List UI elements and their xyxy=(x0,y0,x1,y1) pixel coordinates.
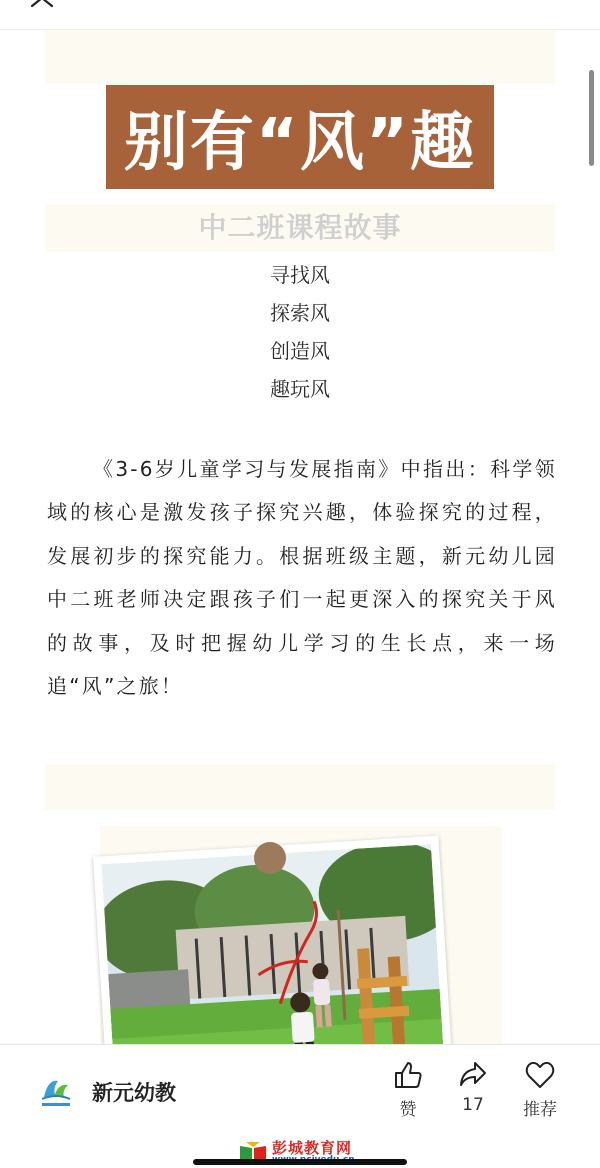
like-button[interactable] xyxy=(378,1059,438,1120)
heart-icon xyxy=(524,1059,556,1091)
scrollbar-thumb[interactable] xyxy=(589,70,594,166)
account-name[interactable]: 新元幼教 xyxy=(92,1081,176,1105)
share-arrow-icon xyxy=(457,1059,489,1091)
top-bar xyxy=(0,0,600,30)
photo-pin xyxy=(254,842,286,874)
article-title: 别有“风”趣 xyxy=(123,106,477,180)
wind-topic-item: 趣玩风 xyxy=(270,377,330,401)
close-button[interactable] xyxy=(22,0,62,20)
decorative-band xyxy=(45,764,555,810)
close-icon xyxy=(22,0,62,20)
article-subtitle: 中二班课程故事 xyxy=(198,211,402,244)
article-intro-paragraph: 《3-6岁儿童学习与发展指南》中指出：科学领域的核心是激发孩子探究兴趣，体验探究的过程，发展初步的探究能力。根据班级主题，新元幼儿园中二班老师决定跟孩子们一起更深入的探究关于风的故事，及时把握幼儿学习的生长点，来一场追“风”之旅！ xyxy=(47,457,557,699)
share-button[interactable] xyxy=(443,1059,503,1115)
article-title-banner xyxy=(106,85,494,189)
recommend-button[interactable] xyxy=(510,1059,570,1120)
account-logo-icon[interactable] xyxy=(36,1071,76,1111)
recommend-label: 推荐 xyxy=(523,1100,557,1120)
wind-topic-item: 探索风 xyxy=(270,301,330,325)
wind-topic-list xyxy=(0,256,600,408)
wind-topic-item: 创造风 xyxy=(270,339,330,363)
watermark-title: 彭城教育网 xyxy=(272,1139,353,1157)
decorative-band xyxy=(45,30,555,84)
like-label: 赞 xyxy=(399,1100,417,1120)
wind-topic-item: 寻找风 xyxy=(270,263,330,287)
thumbs-up-icon xyxy=(392,1059,424,1091)
home-indicator[interactable] xyxy=(193,1159,407,1165)
share-count: 17 xyxy=(462,1095,484,1115)
